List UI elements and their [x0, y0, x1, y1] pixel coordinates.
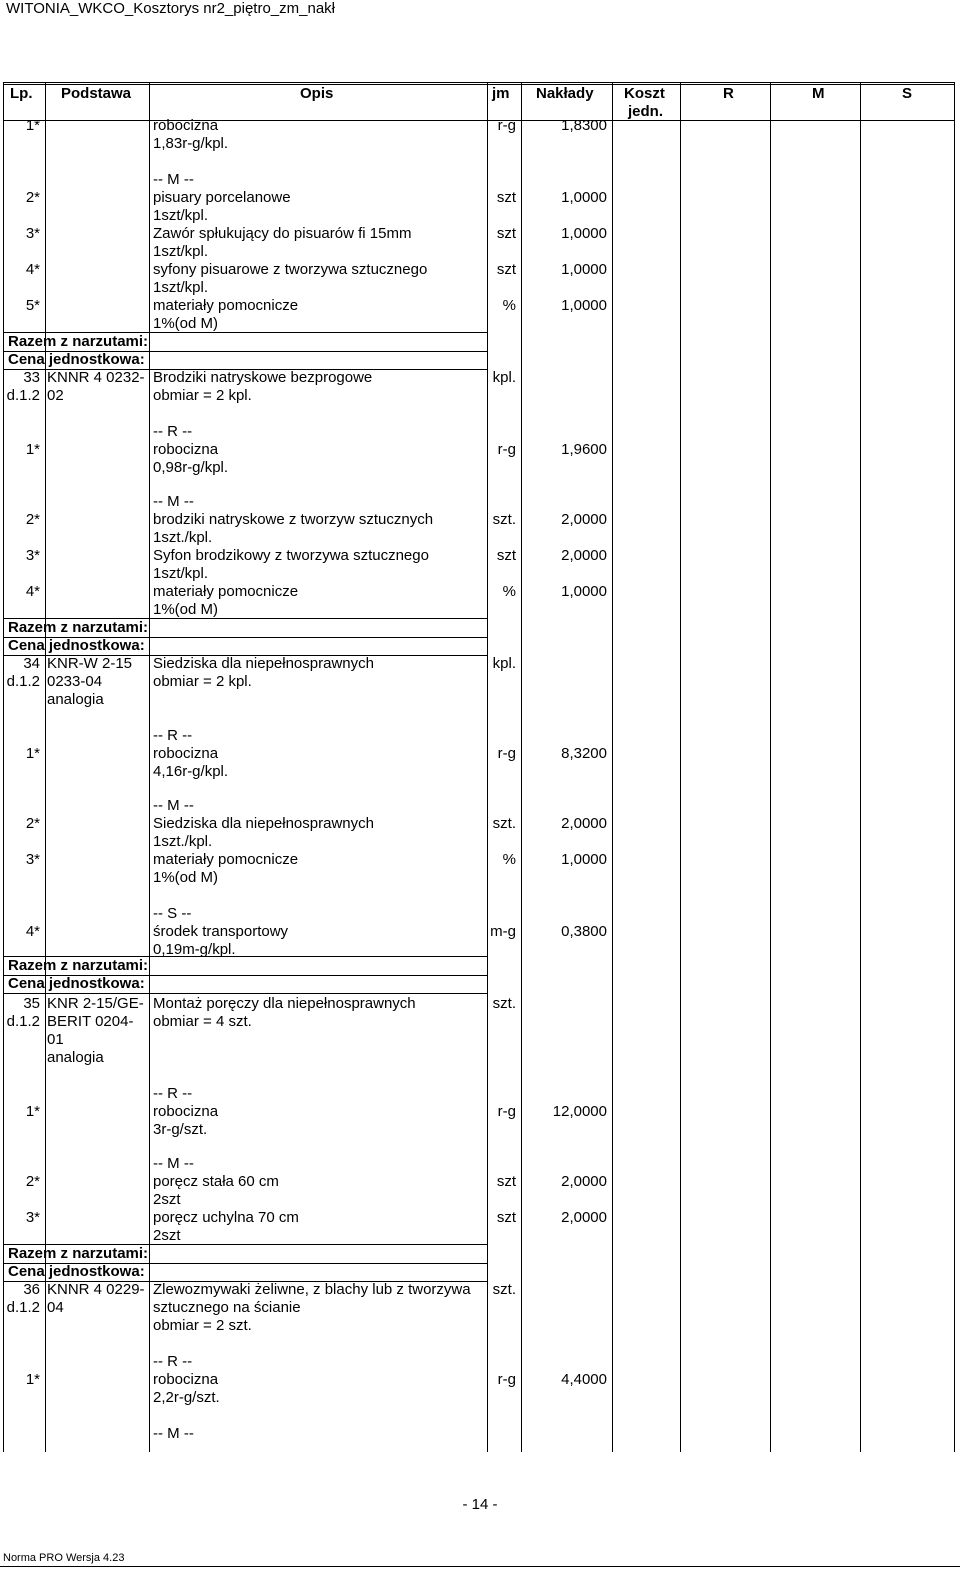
cell-opis: -- M --	[153, 797, 194, 814]
cell-lp: 2*	[25, 815, 40, 832]
cell-opis: 1%(od M)	[153, 869, 219, 886]
header-s: S	[902, 85, 913, 102]
cell-lp: 4*	[25, 923, 40, 940]
cell-jm: szt	[496, 189, 516, 206]
cell-jm: szt.	[492, 511, 516, 528]
cell-podstawa: BERIT 0204-	[47, 1013, 134, 1030]
cell-lp: 1*	[25, 745, 40, 762]
cell-lp: d.1.2	[6, 387, 40, 404]
cell-opis: 0,19m-g/kpl.	[153, 941, 236, 958]
cell-razem: Razem z narzutami:	[8, 333, 149, 350]
cell-jm: r-g	[497, 1371, 516, 1388]
cell-cena: Cena jednostkowa:	[8, 637, 145, 654]
cell-opis: materiały pomocnicze	[153, 851, 299, 868]
cell-val: 2,0000	[561, 815, 607, 832]
header-opis: Opis	[300, 85, 334, 102]
cell-opis: 1szt/kpl.	[153, 207, 209, 224]
header-r: R	[723, 85, 734, 102]
cell-lp: 34	[23, 655, 40, 672]
cell-jm: %	[502, 583, 516, 600]
header-naklady: Nakłady	[536, 85, 594, 102]
cell-val: 0,3800	[561, 923, 607, 940]
cell-cena: Cena jednostkowa:	[8, 975, 145, 992]
cell-cena: Cena jednostkowa:	[8, 1263, 145, 1280]
cell-opis: 1,83r-g/kpl.	[153, 135, 229, 152]
cell-opis: 1%(od M)	[153, 601, 219, 618]
cell-lp: 35	[23, 995, 40, 1012]
cell-val: 2,0000	[561, 1209, 607, 1226]
cell-jm: szt.	[492, 815, 516, 832]
col-rule-podstawa	[149, 82, 150, 1452]
cell-lp: 1*	[25, 1371, 40, 1388]
cell-opis: -- R --	[153, 1353, 193, 1370]
header-lp: Lp.	[10, 85, 33, 102]
cell-podstawa: 01	[47, 1031, 64, 1048]
cell-val: 2,0000	[561, 547, 607, 564]
header-jm: jm	[492, 85, 510, 102]
col-rule-koszt	[680, 82, 681, 1452]
cell-podstawa: KNR 2-15/GE-	[47, 995, 144, 1012]
col-rule-m	[860, 82, 861, 1452]
header-koszt: Koszt	[624, 85, 665, 102]
cell-podstawa: 0233-04	[47, 673, 103, 690]
header-m: M	[812, 85, 825, 102]
page-number: - 14 -	[462, 1496, 498, 1513]
cell-opis: materiały pomocnicze	[153, 583, 299, 600]
cena-bottom-line-2	[3, 993, 487, 994]
cell-podstawa: analogia	[47, 691, 104, 708]
cell-opis: Zlewozmywaki żeliwne, z blachy lub z tworzywa	[153, 1281, 471, 1298]
cell-val: 1,0000	[561, 225, 607, 242]
cell-lp: 5*	[25, 297, 40, 314]
cell-opis: pisuary porcelanowe	[153, 189, 291, 206]
cell-opis: 1szt/kpl.	[153, 279, 209, 296]
cell-jm: %	[502, 297, 516, 314]
cell-opis: poręcz stała 60 cm	[153, 1173, 279, 1190]
col-rule-left	[3, 82, 4, 1452]
cell-opis: obmiar = 2 kpl.	[153, 673, 252, 690]
cell-opis: poręcz uchylna 70 cm	[153, 1209, 299, 1226]
cell-opis: obmiar = 2 kpl.	[153, 387, 252, 404]
cell-jm: szt	[496, 225, 516, 242]
cell-val: 8,3200	[561, 745, 607, 762]
cell-opis: 0,98r-g/kpl.	[153, 459, 229, 476]
cell-opis: 2,2r-g/szt.	[153, 1389, 220, 1406]
cell-podstawa: 02	[47, 387, 64, 404]
cell-opis: Zawór spłukujący do pisuarów fi 15mm	[153, 225, 412, 242]
cell-opis: 1szt/kpl.	[153, 565, 209, 582]
cell-lp: d.1.2	[6, 1299, 40, 1316]
cell-val: 4,4000	[561, 1371, 607, 1388]
cell-jm: r-g	[497, 117, 516, 134]
cell-opis: środek transportowy	[153, 923, 289, 940]
cell-jm: kpl.	[492, 369, 516, 386]
cell-opis: Siedziska dla niepełnosprawnych	[153, 655, 374, 672]
cell-jm: szt	[496, 1209, 516, 1226]
cell-razem: Razem z narzutami:	[8, 1245, 149, 1262]
header-koszt-jedn: jedn.	[628, 103, 664, 120]
cell-jm: szt	[496, 261, 516, 278]
cell-opis: 2szt	[153, 1227, 181, 1244]
cell-opis: robocizna	[153, 1371, 219, 1388]
cell-podstawa: KNNR 4 0229-	[47, 1281, 145, 1298]
cell-opis: 4,16r-g/kpl.	[153, 763, 229, 780]
cell-jm: szt.	[492, 995, 516, 1012]
cell-val: 12,0000	[552, 1103, 607, 1120]
cell-opis: -- M --	[153, 171, 194, 188]
cell-jm: r-g	[497, 441, 516, 458]
cell-opis: robocizna	[153, 745, 219, 762]
cell-opis: -- M --	[153, 1155, 194, 1172]
cell-lp: 1*	[25, 441, 40, 458]
cell-opis: robocizna	[153, 441, 219, 458]
cell-opis: 3r-g/szt.	[153, 1121, 208, 1138]
cell-lp: 3*	[25, 547, 40, 564]
cell-opis: 1%(od M)	[153, 315, 219, 332]
cell-opis: sztucznego na ścianie	[153, 1299, 301, 1316]
cell-lp: 1*	[25, 1103, 40, 1120]
cell-razem: Razem z narzutami:	[8, 957, 149, 974]
cell-podstawa: KNNR 4 0232-	[47, 369, 145, 386]
cell-lp: 3*	[25, 851, 40, 868]
header-top-line-2	[3, 84, 954, 85]
cell-val: 1,0000	[561, 261, 607, 278]
cell-val: 2,0000	[561, 1173, 607, 1190]
cell-opis: Brodziki natryskowe bezprogowe	[153, 369, 373, 386]
cell-opis: robocizna	[153, 117, 219, 134]
cell-opis: 2szt	[153, 1191, 181, 1208]
cell-lp: 36	[23, 1281, 40, 1298]
cell-opis: -- R --	[153, 727, 193, 744]
header-top-line	[3, 82, 954, 83]
cell-opis: Siedziska dla niepełnosprawnych	[153, 815, 374, 832]
cell-val: 1,9600	[561, 441, 607, 458]
cell-opis: 1szt/kpl.	[153, 243, 209, 260]
cell-opis: brodziki natryskowe z tworzyw sztucznych	[153, 511, 434, 528]
header-podstawa: Podstawa	[61, 85, 132, 102]
cell-val: 1,0000	[561, 297, 607, 314]
cell-jm: %	[502, 851, 516, 868]
cell-lp: 3*	[25, 1209, 40, 1226]
cell-razem: Razem z narzutami:	[8, 619, 149, 636]
cell-opis: -- M --	[153, 1425, 194, 1442]
cell-jm: r-g	[497, 1103, 516, 1120]
cell-lp: 2*	[25, 189, 40, 206]
software-version: Norma PRO Wersja 4.23	[3, 1552, 125, 1564]
cell-jm: kpl.	[492, 655, 516, 672]
cell-podstawa: 04	[47, 1299, 64, 1316]
cell-opis: Syfon brodzikowy z tworzywa sztucznego	[153, 547, 429, 564]
cell-opis: -- R --	[153, 423, 193, 440]
cell-jm: szt	[496, 1173, 516, 1190]
document-title: WITONIA_WKCO_Kosztorys nr2_piętro_zm_nakł	[6, 0, 335, 17]
cell-cena: Cena jednostkowa:	[8, 351, 145, 368]
cell-opis: 1szt./kpl.	[153, 529, 213, 546]
col-rule-naklady	[612, 82, 613, 1452]
cell-opis: -- R --	[153, 1085, 193, 1102]
cell-lp: d.1.2	[6, 1013, 40, 1030]
footer-divider	[0, 1566, 960, 1567]
cell-opis: materiały pomocnicze	[153, 297, 299, 314]
cell-jm: szt	[496, 547, 516, 564]
cell-opis: -- S --	[153, 905, 192, 922]
cell-lp: 33	[23, 369, 40, 386]
cell-lp: 2*	[25, 511, 40, 528]
cell-lp: 4*	[25, 261, 40, 278]
cell-val: 1,0000	[561, 583, 607, 600]
col-rule-jm	[521, 82, 522, 1452]
header-bottom-line	[3, 120, 954, 121]
cell-opis: syfony pisuarowe z tworzywa sztucznego	[153, 261, 428, 278]
cell-lp: d.1.2	[6, 673, 40, 690]
cell-podstawa: KNR-W 2-15	[47, 655, 133, 672]
col-rule-r	[770, 82, 771, 1452]
cell-opis: obmiar = 2 szt.	[153, 1317, 252, 1334]
cell-opis: Montaż poręczy dla niepełnosprawnych	[153, 995, 416, 1012]
cell-val: 1,8300	[561, 117, 607, 134]
cell-val: 1,0000	[561, 851, 607, 868]
cell-lp: 4*	[25, 583, 40, 600]
col-rule-right	[954, 82, 955, 1452]
cell-podstawa: analogia	[47, 1049, 104, 1066]
cell-opis: obmiar = 4 szt.	[153, 1013, 252, 1030]
cell-opis: -- M --	[153, 493, 194, 510]
cell-jm: m-g	[490, 923, 516, 940]
cell-lp: 2*	[25, 1173, 40, 1190]
cell-val: 2,0000	[561, 511, 607, 528]
cell-lp: 1*	[25, 117, 40, 134]
cell-val: 1,0000	[561, 189, 607, 206]
cell-jm: szt.	[492, 1281, 516, 1298]
cell-jm: r-g	[497, 745, 516, 762]
col-rule-opis	[487, 82, 488, 1452]
cell-lp: 3*	[25, 225, 40, 242]
cell-opis: robocizna	[153, 1103, 219, 1120]
cell-opis: 1szt./kpl.	[153, 833, 213, 850]
